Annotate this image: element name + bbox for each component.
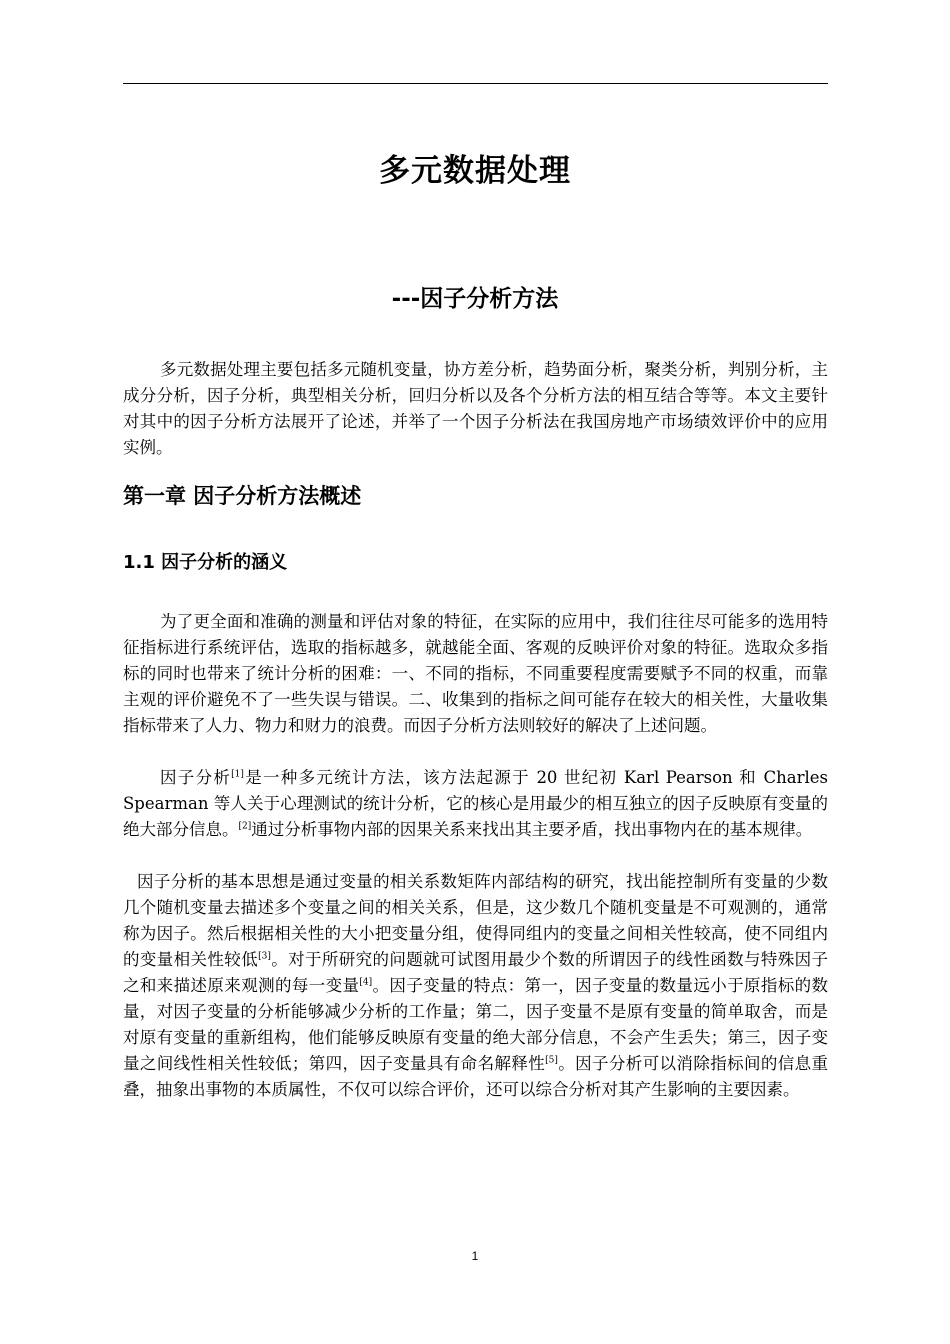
- citation-ref-1: [1]: [231, 769, 244, 780]
- paragraph-3-text-b: 。对于所研究的问题就可试图用最少个数的所谓因子的线性函数与特殊因子之和来描述原来观测的每一变量: [123, 950, 829, 995]
- body-paragraph-2: [123, 765, 828, 843]
- paragraph-3-text-c: 。因子变量的特点：第一，因子变量的数量远小于原指标的数量，对因子变量的分析能够减少分析的工作量；第二，因子变量不是原有变量的简单取舍，而是对原有变量的重新组构，他们能够反映原有变量的绝大部分信息，不会产生丢失；第三，因子变量之间线性相关性较低；第四，因子变量具有命名解释性: [123, 976, 829, 1073]
- citation-ref-2: [2]: [238, 821, 252, 832]
- document-subtitle: ---因子分析方法: [391, 286, 559, 312]
- chapter-heading: 第一章 因子分析方法概述: [123, 484, 362, 508]
- citation-ref-4: [4]: [359, 977, 373, 988]
- document-title: 多元数据处理: [379, 153, 571, 189]
- page-number: 1: [471, 1249, 479, 1263]
- citation-ref-3: [3]: [258, 951, 271, 962]
- paragraph-2-text-b: 是一种多元统计方法，该方法起源于 20 世纪初 Karl Pearson 和 Charles Spearman 等人关于心理测试的统计分析，它的核心是用最少的相互独立的因子反映原有变量的绝大部分信息。: [123, 768, 828, 839]
- paragraph-3-text-d: 。因子分析可以消除指标间的信息重叠，抽象出事物的本质属性，不仅可以综合评价，还可以综合分析对其产生影响的主要因素。: [123, 1054, 829, 1099]
- body-paragraph-3: [123, 869, 828, 1103]
- paragraph-2-text-a: 因子分析: [160, 768, 232, 787]
- body-paragraph-1: 为了更全面和准确的测量和评估对象的特征，在实际的应用中，我们往往尽可能多的选用特征指标进行系统评估，选取的指标越多，就越能全面、客观的反映评价对象的特征。选取众多指标的同时也带来了统计分析的困难：一、不同的指标，不同重要程度需要赋予不同的权重，而靠主观的评价避免不了一些失误与错误。二、收集到的指标之间可能存在较大的相关性，大量收集指标带来了人力、物力和财力的浪费。而因子分析方法则较好的解决了上述问题。: [123, 612, 828, 735]
- section-heading: 1.1 因子分析的涵义: [123, 552, 288, 573]
- header-rule: [123, 83, 828, 84]
- paragraph-2-text-c: 通过分析事物内部的因果关系来找出其主要矛盾，找出事物内在的基本规律。: [251, 820, 813, 839]
- paragraph-3-text-a: 因子分析的基本思想是通过变量的相关系数矩阵内部结构的研究，找出能控制所有变量的少数几个随机变量去描述多个变量之间的相关关系，但是，这少数几个随机变量是不可观测的，通常称为因子。然后根据相关性的大小把变量分组，使得同组内的变量之间相关性较高，使不同组内的变量相关性较低: [123, 872, 828, 969]
- citation-ref-5: [5]: [545, 1055, 558, 1066]
- abstract-paragraph: 多元数据处理主要包括多元随机变量，协方差分析，趋势面分析，聚类分析，判别分析，主成分分析，因子分析，典型相关分析，回归分析以及各个分析方法的相互结合等等。本文主要针对其中的因子分析方法展开了论述，并举了一个因子分析法在我国房地产市场绩效评价中的应用实例。: [123, 360, 828, 457]
